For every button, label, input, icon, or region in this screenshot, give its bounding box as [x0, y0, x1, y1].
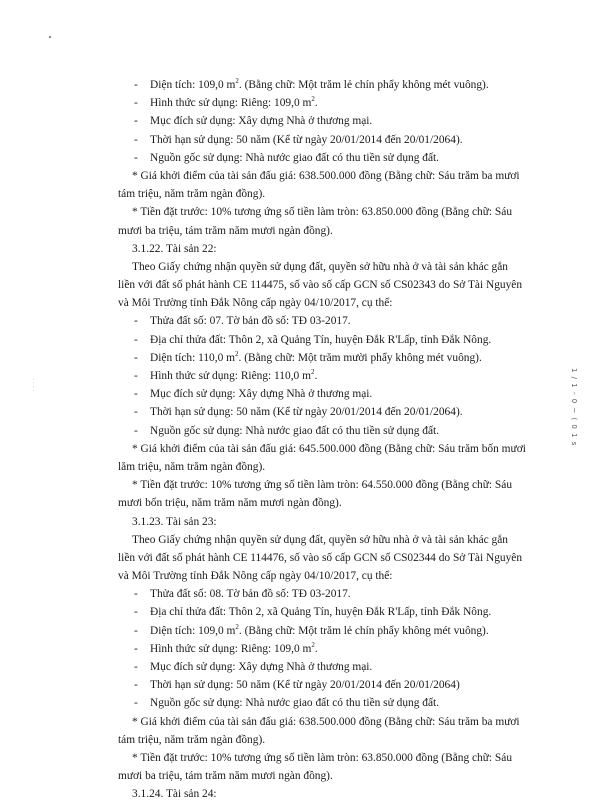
text-line	[132, 713, 600, 731]
line-text: Hình thức sử dụng: Riêng: 110,0 m	[150, 370, 311, 382]
right-margin-marks: 1 / 1 - 0 ~ ( 0 1 s	[570, 368, 578, 447]
line-text: 3.1.24. Tài sản 24:	[132, 788, 217, 801]
line-text-tail: . (Bằng chữ: Một trăm lẻ chín phẩy không mét vuông).	[238, 79, 489, 91]
line-text-tail: .	[314, 642, 318, 655]
line-text: * Giá khởi điểm của tài sản đấu giá: 645.500.000 đồng (Bằng chữ: Sáu trăm bốn mươi	[132, 442, 526, 455]
bullet-line	[150, 640, 600, 658]
text-line	[132, 749, 600, 767]
text-line	[118, 567, 600, 585]
line-text: tám triệu, năm trăm ngàn đồng).	[118, 188, 266, 201]
line-text: * Tiền đặt trước: 10% tương ứng số tiền làm tròn: 63.850.000 đồng (Bằng chữ: Sáu	[132, 206, 513, 219]
text-line	[132, 203, 600, 221]
text-line	[118, 294, 600, 312]
line-text: Thửa đất số: 07. Tờ bản đồ số: TĐ 03-2017.	[150, 315, 351, 328]
line-text: Nguồn gốc sử dụng: Nhà nước giao đất có thu tiền sử dụng đất.	[150, 151, 440, 164]
text-line	[118, 494, 600, 512]
bullet-line	[150, 694, 600, 712]
line-text: Hình thức sử dụng: Riêng: 109,0 m	[150, 97, 312, 110]
text-line	[118, 767, 600, 785]
line-text: Mục đích sử dụng: Xây dựng Nhà ở thương mại.	[150, 388, 373, 401]
line-text-tail: . (Bằng chữ: Một trăm mười phẩy không mét vuông).	[238, 351, 482, 364]
text-line	[132, 513, 600, 531]
line-text: và Môi Trường tỉnh Đắk Nông cấp ngày 04/10/2017, cụ thể:	[118, 570, 393, 583]
bullet-line	[150, 331, 600, 349]
text-line	[118, 276, 600, 294]
text-line	[132, 258, 600, 276]
line-text: Diện tích: 109,0 m	[150, 624, 236, 637]
line-text: mươi ba triệu, tám trăm năm mươi ngàn đồng).	[118, 224, 333, 237]
line-text: liền với đất số phát hành CE 114476, số vào số cấp GCN số CS02344 do Sở Tài Nguyên	[118, 551, 523, 564]
line-text-tail: . (Bằng chữ: Một trăm lẻ chín phẩy không mét vuông).	[238, 624, 489, 637]
line-text: * Tiền đặt trước: 10% tương ứng số tiền làm tròn: 63.850.000 đồng (Bằng chữ: Sáu	[132, 751, 513, 764]
superscript: 2	[311, 641, 315, 650]
text-line	[132, 167, 600, 185]
text-line	[118, 731, 600, 749]
text-line	[132, 531, 600, 549]
line-text: Thửa đất số: 08. Tờ bản đồ số: TĐ 03-2017.	[150, 588, 351, 601]
bullet-line	[150, 585, 600, 603]
line-text: Diện tích: 110,0 m	[150, 351, 235, 364]
scan-speck	[49, 36, 51, 38]
line-text: Thời hạn sử dụng: 50 năm (Kể từ ngày 20/01/2014 đến 20/01/2064).	[150, 406, 463, 419]
line-text: Nguồn gốc sử dụng: Nhà nước giao đất có thu tiền sử dụng đất.	[150, 697, 440, 710]
line-text: Địa chỉ thửa đất: Thôn 2, xã Quảng Tín, huyện Đắk R'Lấp, tỉnh Đắk Nông.	[150, 333, 492, 346]
superscript: 2	[235, 622, 239, 631]
bullet-line	[150, 622, 600, 640]
line-text: Địa chỉ thửa đất: Thôn 2, xã Quảng Tín, huyện Đắk R'Lấp, tỉnh Đắk Nông.	[150, 606, 492, 619]
line-text: * Giá khởi điểm của tài sản đấu giá: 638.500.000 đồng (Bằng chữ: Sáu trăm ba mươi	[132, 169, 520, 182]
text-line	[118, 222, 600, 240]
document-body	[0, 76, 600, 804]
superscript: 2	[235, 77, 239, 86]
text-line	[118, 185, 600, 203]
line-text: liền với đất số phát hành CE 114475, số vào số cấp GCN số CS02343 do Sở Tài Nguyên	[118, 279, 523, 292]
superscript: 2	[310, 368, 315, 377]
line-text: và Môi Trường tỉnh Đắk Nông cấp ngày 04/10/2017, cụ thể:	[118, 297, 393, 310]
line-text: 3.1.23. Tài sản 23:	[132, 515, 217, 528]
text-line	[118, 549, 600, 567]
bullet-line	[150, 403, 600, 421]
line-text: Thời hạn sử dụng: 50 năm (Kể từ ngày 20/01/2014 đến 20/01/2064)	[150, 679, 460, 692]
bullet-line	[150, 76, 600, 94]
line-text: mươi ba triệu, tám trăm năm mươi ngàn đồng).	[118, 770, 333, 783]
bullet-line	[150, 676, 600, 694]
line-text: Hình thức sử dụng: Riêng: 109,0 m	[150, 642, 312, 655]
line-text: tám triệu, năm trăm ngàn đồng).	[118, 733, 266, 746]
bullet-line	[150, 94, 600, 112]
text-line	[132, 476, 600, 494]
line-text: 3.1.22. Tài sản 22:	[132, 242, 217, 255]
line-text: Thời hạn sử dụng: 50 năm (Kể từ ngày 20/01/2014 đến 20/01/2064).	[150, 133, 463, 146]
line-text: Theo Giấy chứng nhận quyền sử dụng đất, quyền sở hữu nhà ở và tài sản khác gắn	[132, 533, 508, 546]
line-text-tail: .	[314, 97, 318, 110]
bullet-line	[150, 603, 600, 621]
line-text: * Giá khởi điểm của tài sản đấu giá: 638.500.000 đồng (Bằng chữ: Sáu trăm ba mươi	[132, 715, 520, 728]
line-text: Nguồn gốc sử dụng: Nhà nước giao đất có thu tiền sử dụng đất.	[150, 424, 440, 437]
superscript: 2	[311, 95, 315, 104]
bullet-line	[150, 112, 600, 130]
bullet-line	[150, 658, 600, 676]
bullet-line	[150, 149, 600, 167]
bullet-line	[150, 367, 600, 385]
line-text: Theo Giấy chứng nhận quyền sử dụng đất, quyền sở hữu nhà ở và tài sản khác gắn	[132, 260, 508, 273]
line-text-tail: .	[314, 370, 318, 382]
text-line	[132, 440, 600, 458]
bullet-line	[150, 349, 600, 367]
bullet-line	[150, 131, 600, 149]
left-margin-smudge: · · · ·	[29, 378, 36, 392]
line-text: lăm triệu, năm trăm ngàn đồng).	[118, 460, 266, 473]
line-text: Mục đích sử dụng: Xây dựng Nhà ở thương mại.	[150, 115, 373, 128]
line-text: Diện tích: 109,0 m	[150, 79, 236, 91]
bullet-line	[150, 385, 600, 403]
superscript: 2	[235, 350, 239, 359]
line-text: Mục đích sử dụng: Xây dựng Nhà ở thương mại.	[150, 661, 373, 673]
line-text: mươi bốn triệu, năm trăm năm mươi ngàn đồng).	[118, 497, 342, 510]
text-line	[118, 458, 600, 476]
text-line	[132, 785, 600, 803]
bullet-line	[150, 422, 600, 440]
text-line	[132, 240, 600, 258]
bullet-line	[150, 312, 600, 330]
line-text: * Tiền đặt trước: 10% tương ứng số tiền làm tròn: 64.550.000 đồng (Bằng chữ: Sáu	[132, 479, 513, 492]
